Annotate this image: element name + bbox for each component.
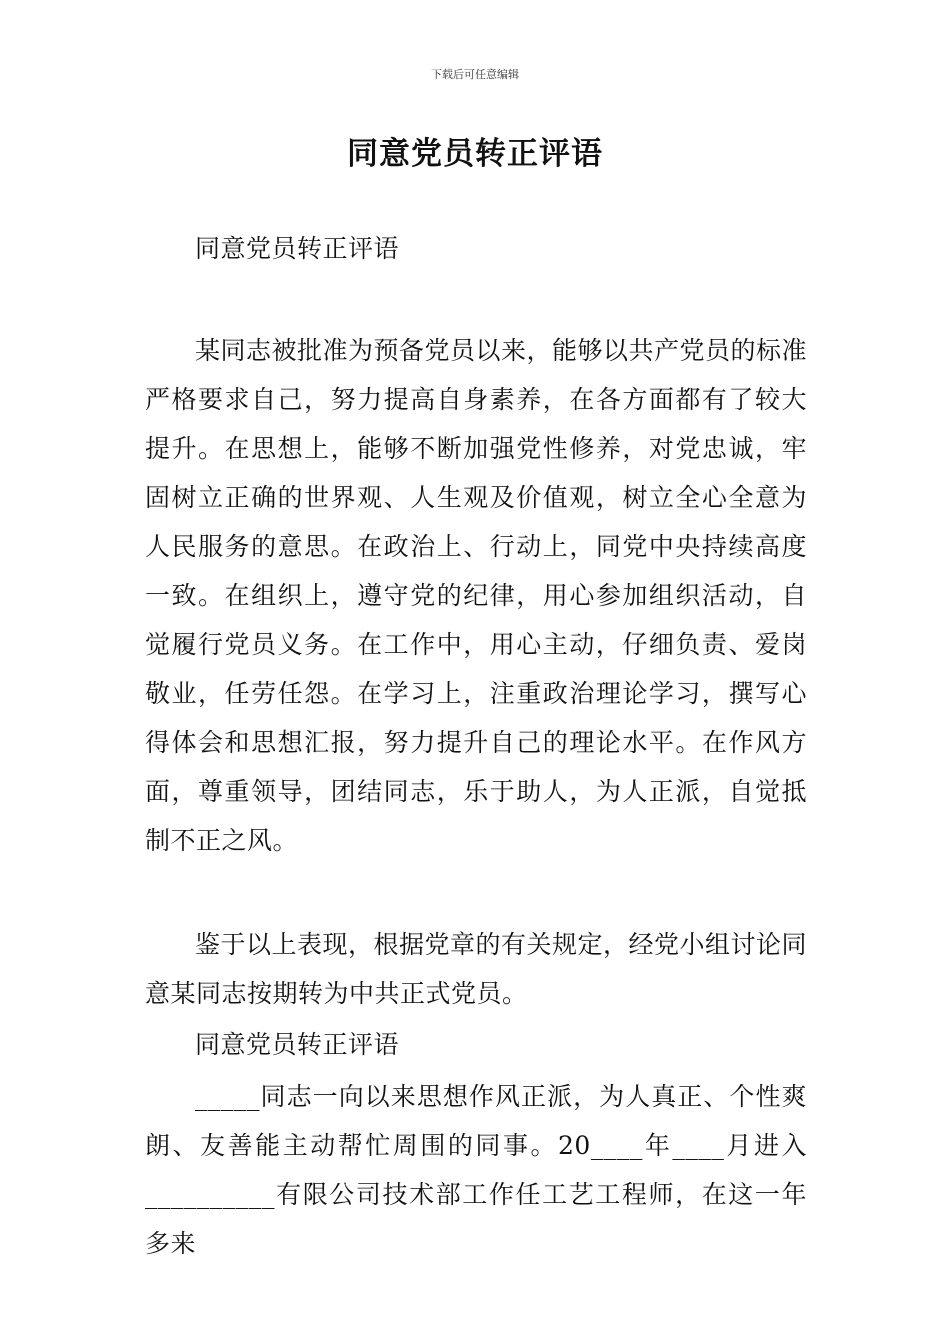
paragraph-second: _____同志一向以来思想作风正派，为人真正、个性爽朗、友善能主动帮忙周围的同事。20____年____月进入__________有限公司技术部工作任工艺工程师，在这一年多来 xyxy=(145,1082,807,1258)
section-subtitle-2: 同意党员转正评语 xyxy=(195,1030,400,1059)
paragraph-conclusion: 鉴于以上表现，根据党章的有关规定，经党小组讨论同意某同志按期转为中共正式党员。 xyxy=(145,930,808,1008)
header-note: 下载后可任意编辑 xyxy=(431,68,519,81)
document-title: 同意党员转正评语 xyxy=(347,136,603,172)
paragraph-main: 某同志被批准为预备党员以来，能够以共产党员的标准严格要求自己，努力提高自身素养，在各方面都有了较大提升。在思想上，能够不断加强党性修养，对党忠诚，牢固树立正确的世界观、人生观及价值观，树立全心全意为人民服务的意思。在政治上、行动上，同党中央持续高度一致。在组织上，遵守党的纪律，用心参加组织活动，自觉履行党员义务。在工作中，用心主动，仔细负责、爱岗敬业，任劳任怨。在学习上，注重政治理论学习，撰写心得体会和思想汇报，努力提升自己的理论水平。在作风方面，尊重领导，团结同志，乐于助人，为人正派，自觉抵制不正之风。 xyxy=(145,336,808,855)
section-subtitle-1: 同意党员转正评语 xyxy=(195,234,400,263)
